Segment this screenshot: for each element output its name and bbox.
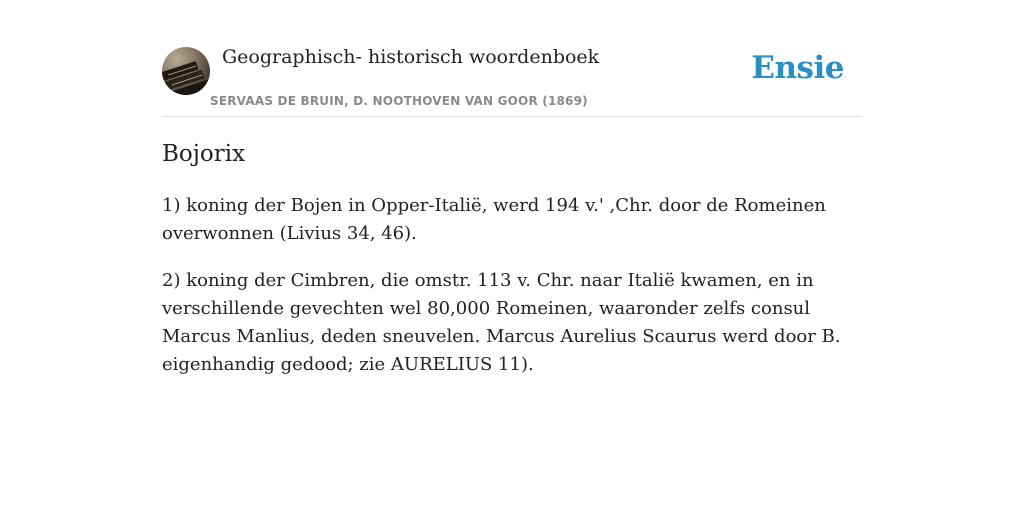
book-cover-icon[interactable] xyxy=(162,47,210,95)
book-cover-image xyxy=(162,47,210,95)
definition-2: 2) koning der Cimbren, die omstr. 113 v. Chr. naar Italië kwamen, en in verschillende gevechten wel 80,000 Romeinen, waaronder zelfs consul Marcus Manlius, deden sneuvelen. Marcus Aurelius Scaurus werd door B. eigenhandig gedood; zie AURELIUS 11). xyxy=(162,270,841,375)
definition-1: 1) koning der Bojen in Opper-Italië, werd 194 v.' ,Chr. door de Romeinen overwonnen (Livius 34, 46). xyxy=(162,195,826,244)
book-title[interactable]: Geographisch- historisch woordenboek xyxy=(222,46,600,68)
entry-headword: Bojorix xyxy=(162,141,246,167)
book-author: SERVAAS DE BRUIN, D. NOOTHOVEN VAN GOOR (1869) xyxy=(210,94,588,108)
book-header xyxy=(162,46,862,117)
ensie-logo-link[interactable]: Ensie xyxy=(751,50,844,86)
entry-content xyxy=(162,138,842,398)
